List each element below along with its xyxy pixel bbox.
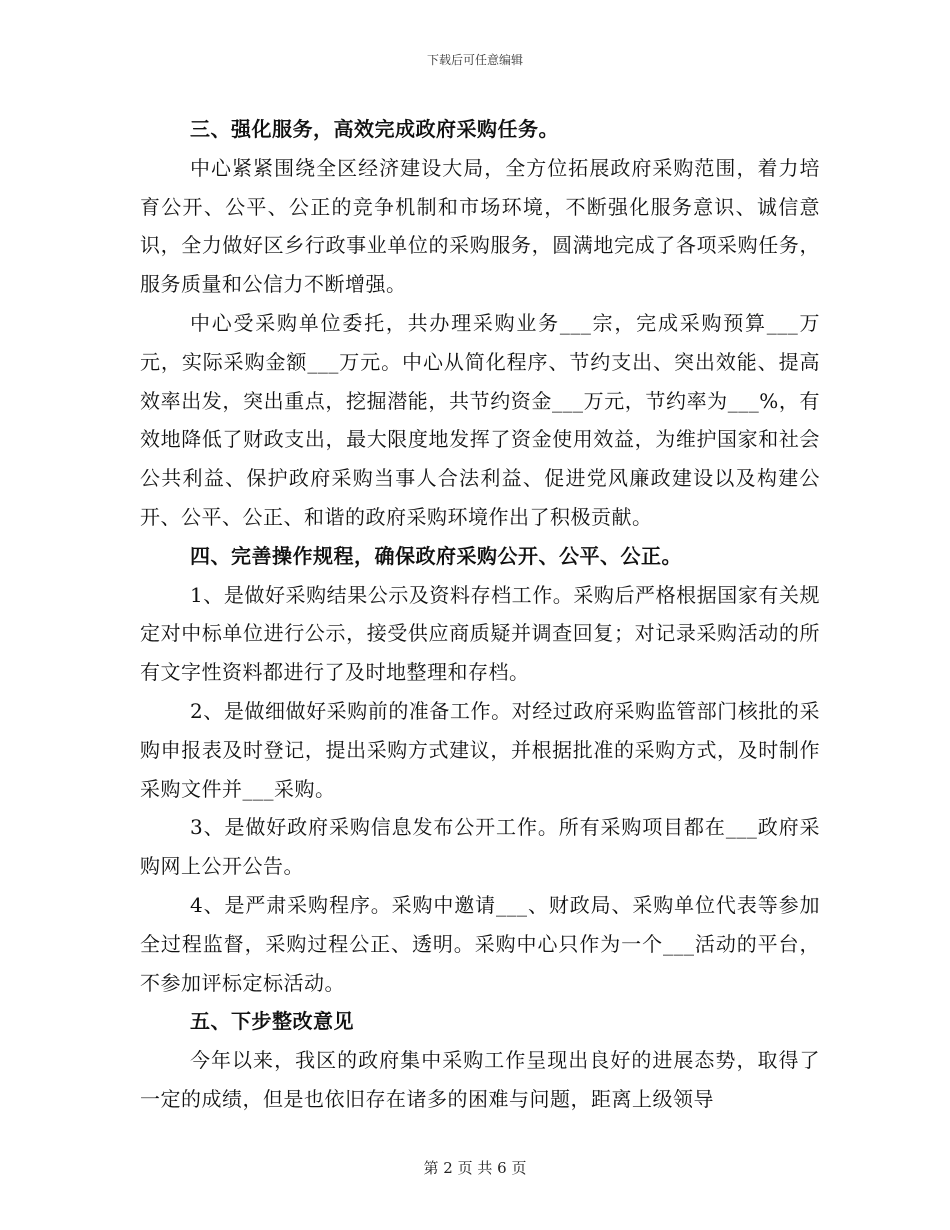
paragraph: 3、是做好政府采购信息发布公开工作。所有采购项目都在___政府采购网上公开公告。 <box>140 815 820 879</box>
paragraph: 4、是严肃采购程序。采购中邀请___、财政局、采购单位代表等参加全过程监督，采购过程公正、透明。采购中心只作为一个___活动的平台，不参加评标定标活动。 <box>140 892 820 995</box>
paragraph: 中心受采购单位委托，共办理采购业务___宗，完成采购预算___万元，实际采购金额___万元。中心从简化程序、节约支出、突出效能、提高效率出发，突出重点，挖掘潜能，共节约资金___万元，节约率为___%，有效地降低了财政支出，最大限度地发挥了资金使用效益，为维护国家和社会公共利益、保护政府采购当事人合法利益、促进党风廉政建设以及构建公开、公平、公正、和谐的政府采购环境作出了积极贡献。 <box>140 310 820 529</box>
document-body <box>140 110 820 1119</box>
paragraph: 2、是做细做好采购前的准备工作。对经过政府采购监管部门核批的采购申报表及时登记，提出采购方式建议，并根据批准的采购方式，及时制作采购文件并___采购。 <box>140 698 820 801</box>
page-footer: 第 2 页 共 6 页 <box>423 1159 527 1177</box>
section-heading-3: 三、强化服务，高效完成政府采购任务。 <box>190 117 559 141</box>
paragraph: 今年以来，我区的政府集中采购工作呈现出良好的进展态势，取得了一定的成绩，但是也依旧存在诸多的困难与问题，距离上级领导 <box>140 1048 820 1111</box>
section-heading-5: 五、下步整改意见 <box>190 1009 354 1034</box>
paragraph: 1、是做好采购结果公示及资料存档工作。采购后严格根据国家有关规定对中标单位进行公示，接受供应商质疑并调查回复；对记录采购活动的所有文字性资料都进行了及时地整理和存档。 <box>140 582 820 685</box>
section-heading-4: 四、完善操作规程，确保政府采购公开、公平、公正。 <box>190 543 682 568</box>
paragraph: 中心紧紧围绕全区经济建设大局，全方位拓展政府采购范围，着力培育公开、公平、公正的竞争机制和市场环境，不断强化服务意识、诚信意识，全力做好区乡行政事业单位的采购服务，圆满地完成了各项采购任务，服务质量和公信力不断增强。 <box>140 155 820 297</box>
page-header: 下载后可任意编辑 <box>426 53 523 67</box>
